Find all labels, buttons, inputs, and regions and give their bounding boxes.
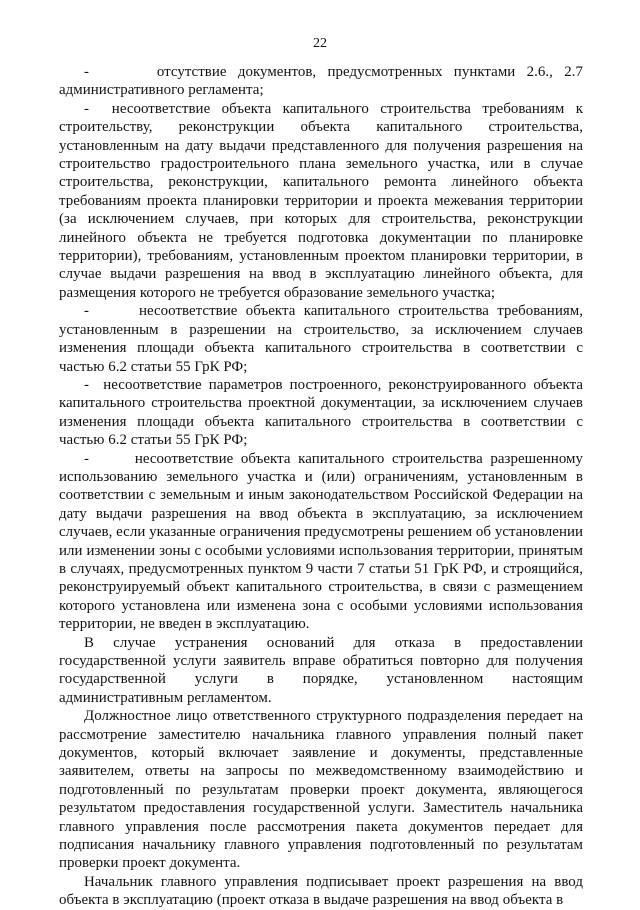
paragraph-missing-documents: - отсутствие документов, предусмотренных пунктами 2.6., 2.7 административного регламента; — [59, 64, 583, 99]
paragraph-official-review: Должностное лицо ответственного структурного подразделения передает на рассмотрение заместителю начальника главного управления полный пакет документов, который включает заявление и документы, представленные заявителем, ответы на запросы по межведомственному взаимодействию и подготовленный по результатам проверки проект документа, являющегося результатом предоставления государственной услуги. Заместитель начальника главного управления после рассмотрения пакета документов передает для подписания начальнику главного управления подготовленный по результатам проверки проект документа. — [59, 708, 583, 872]
paragraph-permit-noncompliance: - несоответствие объекта капитального строительства требованиям, установленным в разрешении на строительство, за исключением случаев изменения площади объекта капитального строительства в соответствии с частью 6.2 статьи 55 ГрК РФ; — [59, 303, 583, 375]
paragraph-permitted-use-noncompliance: - несоответствие объекта капитального строительства разрешенному использованию земельного участка и (или) ограничениям, установленным в соответствии с земельным и иным законодательством Российской Федерации на дату выдачи разрешения на ввод объекта в эксплуатацию, за исключением случаев, если указанные ограничения предусмотрены решением об установлении или изменении зоны с особыми условиями использования территории, принятым в случаях, предусмотренных пунктом 9 части 7 статьи 51 ГрК РФ, и строящийся, реконструируемый объект капитального строительства, в связи с размещением которого установлена или изменена зона с особыми условиями использования территории, не введен в эксплуатацию. — [59, 450, 583, 633]
paragraph-repeat-application: В случае устранения оснований для отказа в предоставлении государственной услуги заявитель вправе обратиться повторно для получения государственной услуги в порядке, установленном настоящим административным регламентом. — [59, 634, 583, 706]
paragraph-design-documentation-noncompliance: - несоответствие параметров построенного, реконструированного объекта капитального строительства проектной документации, за исключением случаев изменения площади объекта капитального строительства в соответствии с частью 6.2 статьи 55 ГрК РФ; — [59, 376, 583, 449]
document-body — [59, 63, 583, 910]
paragraph-head-signs: Начальник главного управления подписывает проект разрешения на ввод объекта в эксплуатацию (проект отказа в выдаче разрешения на ввод объекта в — [59, 873, 583, 909]
paragraph-gpzu-noncompliance: - несоответствие объекта капитального строительства требованиям к строительству, реконструкции объекта капитального строительства, установленным на дату выдачи представленного для получения разрешения на строительство градостроительного плана земельного участка, или в случае строительства, реконструкции, капитального ремонта линейного объекта требованиям проекта планировки территории и проекта межевания территории (за исключением случаев, при которых для строительства, реконструкции линейного объекта не требуется подготовка документации по планировке территории), требованиям, установленным проектом планировки территории, в случае выдачи разрешения на ввод в эксплуатацию линейного объекта, для размещения которого не требуется образование земельного участка; — [59, 100, 583, 301]
page-number: 22 — [313, 36, 327, 51]
